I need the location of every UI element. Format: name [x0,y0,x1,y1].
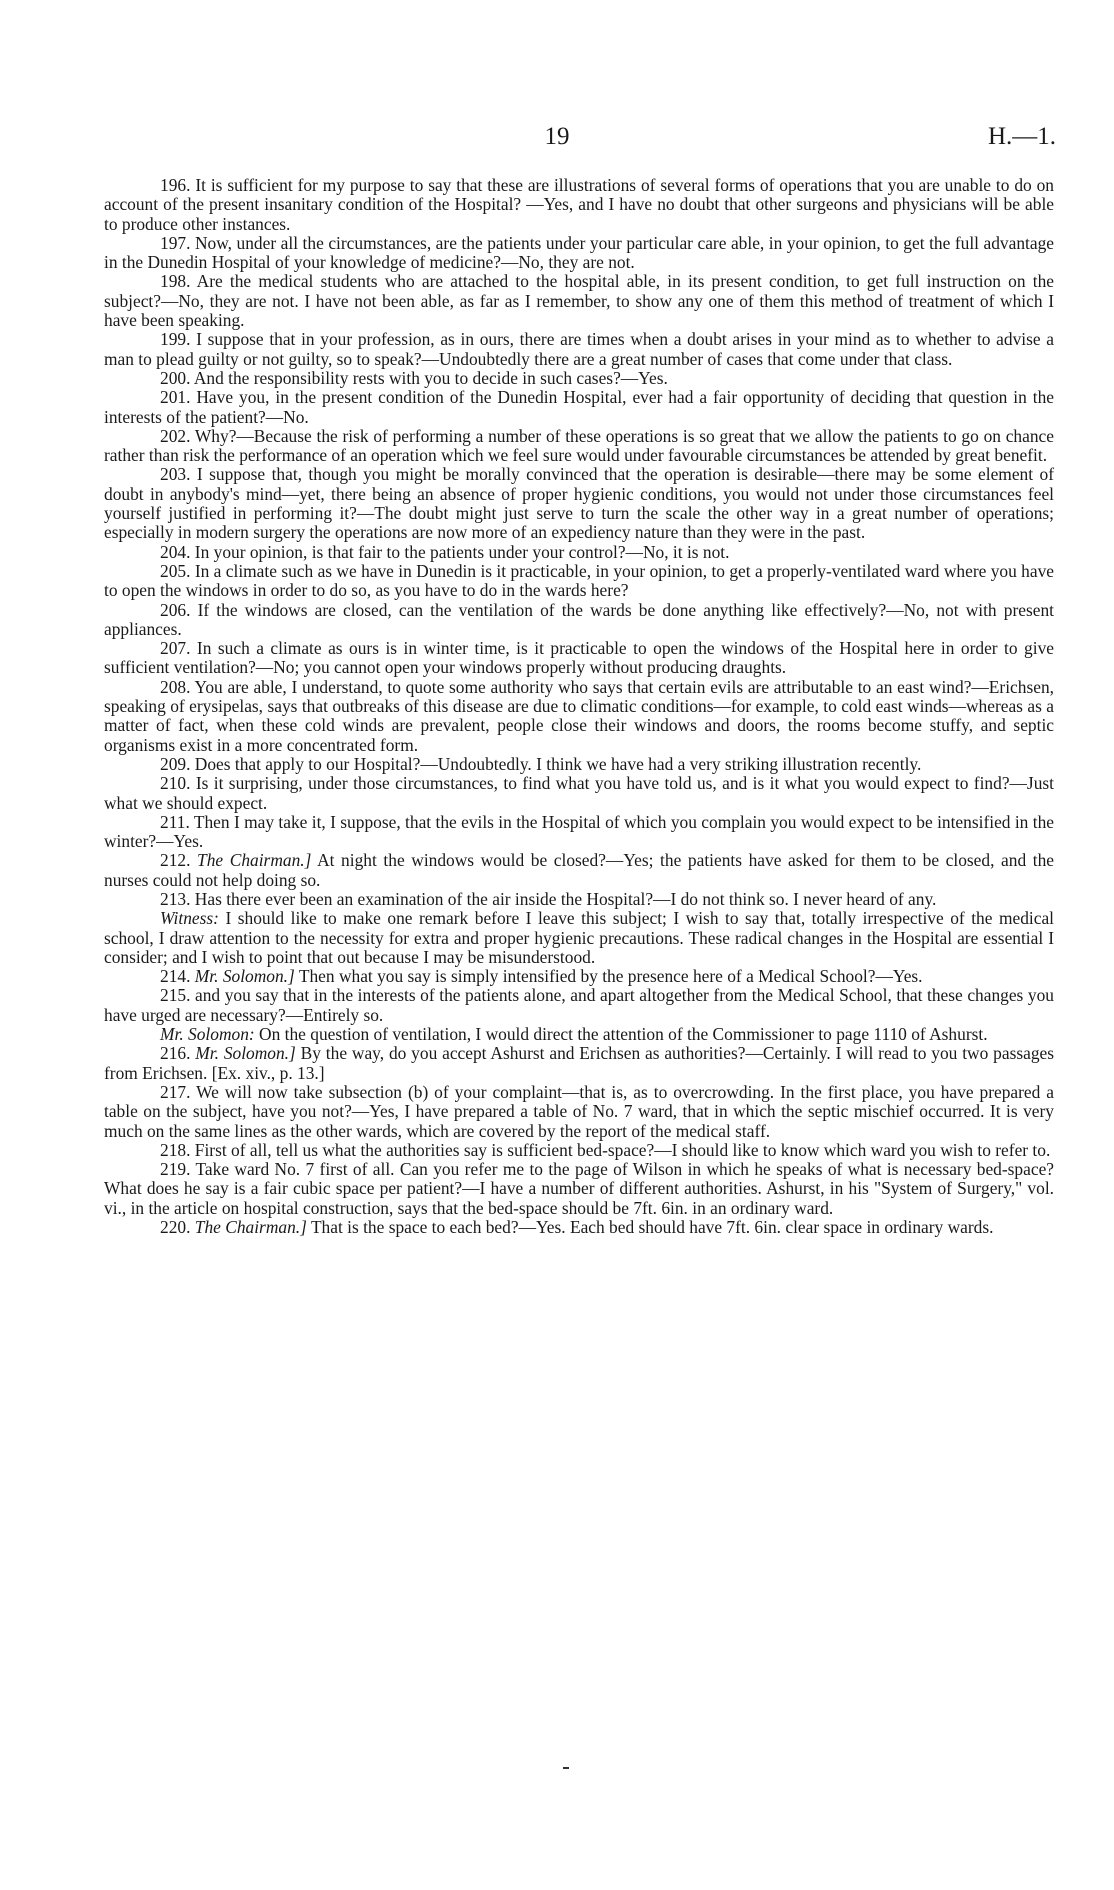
paragraph [104,890,1054,909]
paragraph-number: 214. [160,966,191,987]
speaker-name: Witness: [160,908,219,929]
paragraph-number: 201. [160,387,191,408]
paragraph-number: 199. [160,329,191,350]
paragraph-text: At night the windows would be closed?—Yes; the patients have asked for them to be closed, and the nurses could not help doing so. [104,850,1055,890]
paragraph [104,851,1054,890]
paragraph [104,176,1054,234]
paragraph [104,543,1054,562]
paragraph [104,967,1054,986]
paragraph-number: 209. [160,753,191,774]
paragraph-text: If the windows are closed, can the ventilation of the wards be done anything like effectively?—No, not with present appliances. [104,599,1054,639]
report-code: H.—1. [987,123,1056,150]
paragraph-number: 205. [160,560,191,581]
document-body [104,176,1054,1237]
paragraph [104,986,1054,1025]
paragraph-text: In a climate such as we have in Dunedin is it practicable, in your opinion, to get a properly-ventilated ward where you have to open the windows in order to do so, as you have to do in the wards here? [104,560,1054,601]
paragraph-number: 215. [160,985,191,1006]
paragraph-text: On the question of ventilation, I would direct the attention of the Commissioner to page 1110 of Ashurst. [259,1024,988,1045]
paragraph [104,1025,1054,1044]
paragraph [104,465,1054,542]
paragraph [104,1141,1054,1160]
paragraph-text: It is sufficient for my purpose to say that these are illustrations of several forms of operations that you are unable to do on account of the present insanitary condition of the Hospital? —Yes, and I have no doubt that other surgeons and physicians will be able to produce other instances. [104,175,1054,234]
paragraph-number: 216. [160,1043,191,1064]
paragraph-text: I suppose that in your profession, as in ours, there are times when a doubt arises in your mind as to whether to advise a man to plead guilty or not guilty, so to speak?—Undoubtedly there are a great number of cases that come under that class. [104,329,1054,369]
paragraph [104,639,1054,678]
paragraph [104,774,1054,813]
paragraph-text: I should like to make one remark before I leave this subject; I wish to say that, totally irrespective of the medical school, I draw attention to the necessity for extra and proper hygienic precautions. These radical changes in the Hospital are essential I consider; and I wish to point that out because I may be misunderstood. [104,908,1054,967]
paragraph [104,1044,1054,1083]
paragraph-text: That is the space to each bed?—Yes. Each bed should have 7ft. 6in. clear space in ordinary wards. [310,1217,994,1238]
paragraph-number: 207. [160,638,191,659]
paragraph-number: 208. [160,676,191,697]
paragraph [104,909,1054,967]
paragraph-number: 217. [160,1081,191,1102]
paragraph-text: By the way, do you accept Ashurst and Erichsen as authorities?—Certainly. I will read to you two passages from Erichsen. [Ex. xiv., p. 13.] [104,1043,1055,1083]
paragraph-text: Take ward No. 7 first of all. Can you refer me to the page of Wilson in which he speaks of what is necessary bed-space? What does he say is a fair cubic space per patient?—I have a number of different authorities. Ashurst, in his "System of Surgery," vol. vi., in the article on hospital construction, says that the bed-space should be 7ft. 6in. in an ordinary ward. [104,1159,1055,1218]
page-number: 19 [544,123,570,150]
paragraph-text: Does that apply to our Hospital?—Undoubtedly. I think we have had a very striking illustration recently. [194,753,922,774]
paragraph-number: 218. [160,1139,191,1160]
paragraph-text: Have you, in the present condition of the Dunedin Hospital, ever had a fair opportunity of deciding that question in the interests of the patient?—No. [104,387,1054,427]
paragraph [104,272,1054,330]
paragraph [104,234,1054,273]
paragraph [104,601,1054,640]
paragraph-text: In your opinion, is that fair to the patients under your control?—No, it is not. [194,541,730,562]
paragraph [104,813,1054,852]
paragraph-number: 200. [160,367,191,388]
speaker-name: Mr. Solomon.] [195,1043,296,1064]
speaker-name: Mr. Solomon.] [194,966,295,987]
paragraph-number: 211. [160,811,190,832]
speaker-name: Mr. Solomon: [160,1024,255,1045]
paragraph-number: 219. [160,1159,191,1180]
paragraph-text: I suppose that, though you might be morally convinced that the operation is desirable—there may be some element of doubt in anybody's mind—yet, there being an absence of proper hygienic conditions, you would not under those circumstances feel yourself justified in performing it?—The doubt might just serve to turn the scale the other way in a great number of operations; especially in modern surgery the operations are now more of an expediency nature than they were in the past. [104,464,1054,543]
paragraph-text: And the responsibility rests with you to decide in such cases?—Yes. [193,367,668,388]
paragraph-number: 220. [160,1217,191,1238]
paragraph-number: 198. [160,271,191,292]
paragraph [104,1218,1054,1237]
speaker-name: The Chairman.] [194,1217,307,1238]
paragraph-number: 196. [160,175,191,195]
paragraph [104,369,1054,388]
paragraph [104,755,1054,774]
paragraph-text: We will now take subsection (b) of your complaint—that is, as to overcrowding. In the first place, you have prepared a table on the subject, have you not?—Yes, I have prepared a table of No. 7 ward, that in which the septic mischief occurred. It is very much on the same lines as the other wards, which are covered by the report of the medical staff. [104,1081,1054,1141]
paragraph-text: Then what you say is simply intensified by the presence here of a Medical School?—Yes. [298,966,923,987]
speaker-name: The Chairman.] [197,850,312,871]
paragraph-text: Why?—Because the risk of performing a number of these operations is so great that we allow the patients to go on chance rather than risk the performance of an operation which we feel sure would under favourable circumstances be attended by great benefit. [104,425,1054,466]
paragraph-text: In such a climate as ours is in winter time, is it practicable to open the windows of the Hospital here in order to give sufficient ventilation?—No; you cannot open your windows properly without producing draughts. [104,638,1054,678]
printer-mark [563,1767,569,1769]
page-header [0,122,1114,152]
paragraph [104,1083,1054,1141]
paragraph-text: First of all, tell us what the authorities say is sufficient bed-space?—I should like to know which ward you wish to refer to. [194,1139,1051,1160]
paragraph-number: 203. [160,464,191,485]
paragraph-number: 202. [160,425,191,446]
paragraph [104,1160,1054,1218]
paragraph-text: Has there ever been an examination of the air inside the Hospital?—I do not think so. I never heard of any. [194,888,937,909]
paragraph [104,330,1054,369]
paragraph-text: Then I may take it, I suppose, that the evils in the Hospital of which you complain you would expect to be intensified in the winter?—Yes. [104,811,1054,852]
paragraph [104,388,1054,427]
paragraph [104,427,1054,466]
paragraph-number: 197. [160,232,191,253]
paragraph-text: Now, under all the circumstances, are the patients under your particular care able, in your opinion, to get the full advantage in the Dunedin Hospital of your knowledge of medicine?—No, they are not. [104,232,1054,273]
paragraph-text: Is it surprising, under those circumstances, to find what you have told us, and is it what you would expect to find?—Just what we should expect. [104,773,1054,813]
paragraph-number: 212. [160,850,191,871]
paragraph-text: and you say that in the interests of the patients alone, and apart altogether from the Medical School, that these changes you have urged are necessary?—Entirely so. [104,985,1054,1025]
paragraph [104,678,1054,755]
paragraph-number: 206. [160,599,191,620]
paragraph [104,562,1054,601]
paragraph-text: Are the medical students who are attached to the hospital able, in its present condition, to get full instruction on the subject?—No, they are not. I have not been able, as far as I remember, to show any one of them this method of treatment of which I have been speaking. [104,271,1054,331]
paragraph-number: 213. [160,888,191,909]
paragraph-text: You are able, I understand, to quote some authority who says that certain evils are attributable to an east wind?—Erichsen, speaking of erysipelas, says that outbreaks of this disease are due to climatic conditions—for example, to cold east winds—whereas as a matter of fact, when these cold winds are prevalent, people close their windows and doors, the rooms become stuffy, and septic organisms exist in a more concentrated form. [104,676,1054,755]
paragraph-number: 210. [160,773,191,794]
paragraph-number: 204. [160,541,191,562]
